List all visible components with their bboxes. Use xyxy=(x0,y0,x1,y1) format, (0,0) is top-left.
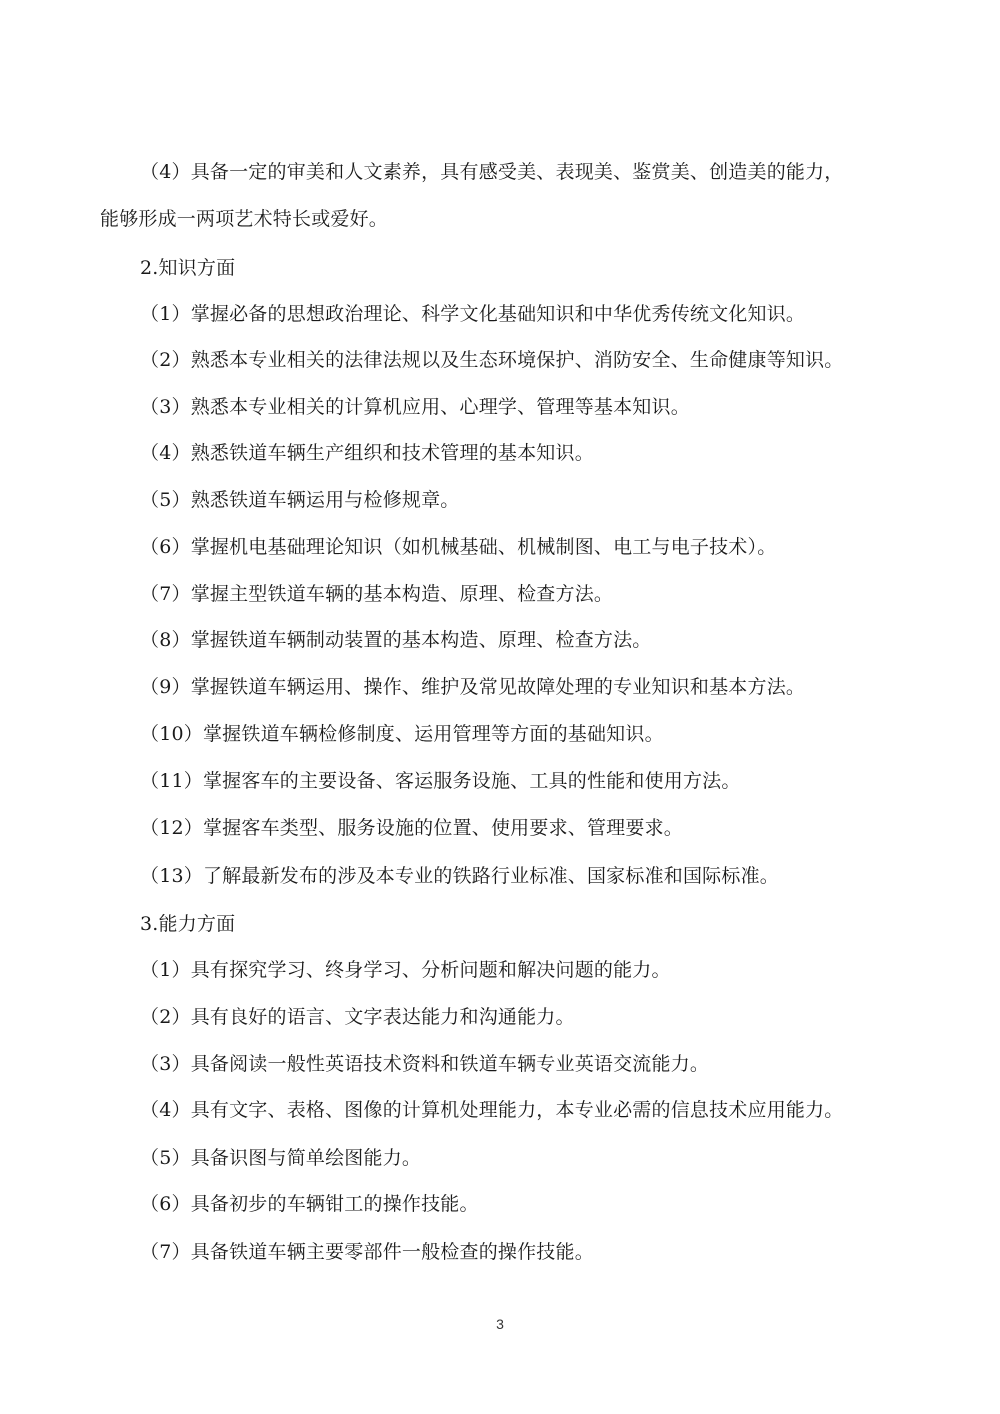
section-heading-knowledge: 2.知识方面 xyxy=(140,257,236,279)
ability-item: （6）具备初步的车辆钳工的操作技能。 xyxy=(140,1193,479,1215)
knowledge-item: （11）掌握客车的主要设备、客运服务设施、工具的性能和使用方法。 xyxy=(140,770,741,792)
ability-item: （2）具有良好的语言、文字表达能力和沟通能力。 xyxy=(140,1006,575,1028)
ability-item: （1）具有探究学习、终身学习、分析问题和解决问题的能力。 xyxy=(140,959,671,981)
paragraph-aesthetic-line1: （4）具备一定的审美和人文素养，具有感受美、表现美、鉴赏美、创造美的能力， xyxy=(140,161,844,183)
page-number: 3 xyxy=(496,1316,504,1332)
knowledge-item: （9）掌握铁道车辆运用、操作、维护及常见故障处理的专业知识和基本方法。 xyxy=(140,676,806,698)
knowledge-item: （5）熟悉铁道车辆运用与检修规章。 xyxy=(140,489,460,511)
ability-item: （4）具有文字、表格、图像的计算机处理能力，本专业必需的信息技术应用能力。 xyxy=(140,1099,844,1121)
knowledge-item: （7）掌握主型铁道车辆的基本构造、原理、检查方法。 xyxy=(140,583,614,605)
knowledge-item: （1）掌握必备的思想政治理论、科学文化基础知识和中华优秀传统文化知识。 xyxy=(140,303,806,325)
ability-item: （7）具备铁道车辆主要零部件一般检查的操作技能。 xyxy=(140,1241,594,1263)
knowledge-item: （3）熟悉本专业相关的计算机应用、心理学、管理等基本知识。 xyxy=(140,396,690,418)
section-heading-ability: 3.能力方面 xyxy=(140,913,236,935)
paragraph-aesthetic-line2: 能够形成一两项艺术特长或爱好。 xyxy=(100,208,389,230)
ability-item: （5）具备识图与简单绘图能力。 xyxy=(140,1147,422,1169)
knowledge-item: （8）掌握铁道车辆制动装置的基本构造、原理、检查方法。 xyxy=(140,629,652,651)
knowledge-item: （13）了解最新发布的涉及本专业的铁路行业标准、国家标准和国际标准。 xyxy=(140,865,779,887)
knowledge-item: （6）掌握机电基础理论知识（如机械基础、机械制图、电工与电子技术）。 xyxy=(140,536,777,558)
ability-item: （3）具备阅读一般性英语技术资料和铁道车辆专业英语交流能力。 xyxy=(140,1053,710,1075)
knowledge-item: （10）掌握铁道车辆检修制度、运用管理等方面的基础知识。 xyxy=(140,723,664,745)
knowledge-item: （12）掌握客车类型、服务设施的位置、使用要求、管理要求。 xyxy=(140,817,683,839)
knowledge-item: （2）熟悉本专业相关的法律法规以及生态环境保护、消防安全、生命健康等知识。 xyxy=(140,349,844,371)
knowledge-item: （4）熟悉铁道车辆生产组织和技术管理的基本知识。 xyxy=(140,442,594,464)
